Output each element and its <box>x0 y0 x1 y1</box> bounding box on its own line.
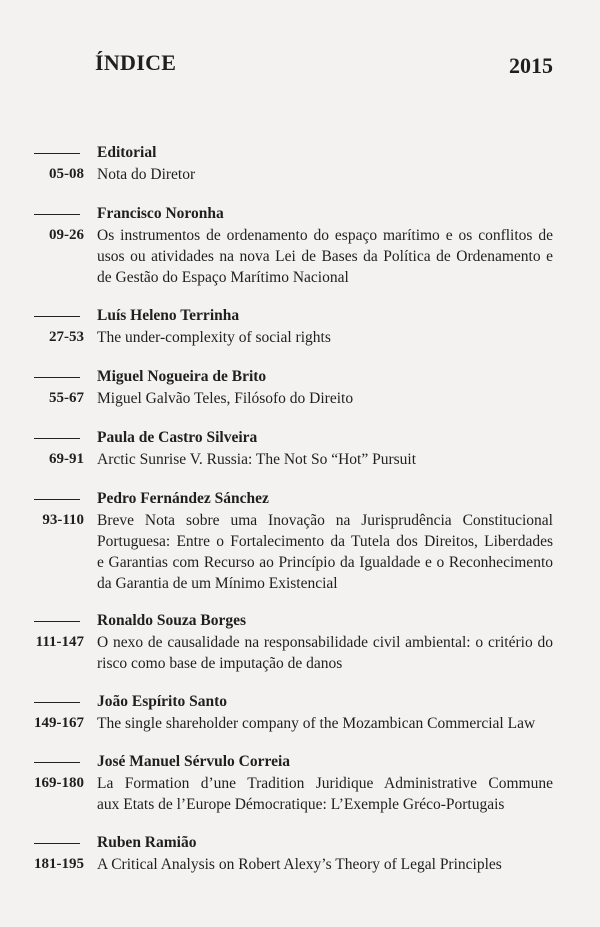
entry-pages: 169-180 <box>34 775 84 791</box>
entry-rule <box>34 621 80 622</box>
entry-title-line: Miguel Galvão Teles, Filósofo do Direito <box>97 390 354 407</box>
toc-entry <box>0 610 600 691</box>
entry-title-line: The single shareholder company of the Mozambican Commercial Law <box>97 715 536 732</box>
entry-title-line: usos ou atividades na nova Lei de Bases da Política de Ordenamento e <box>97 248 553 265</box>
entry-rule <box>34 702 80 703</box>
entry-rule <box>34 153 80 154</box>
entry-rule <box>34 214 80 215</box>
page-title: ÍNDICE <box>95 50 177 75</box>
entry-title-line: The under-complexity of social rights <box>97 329 331 346</box>
entry-pages: 05-08 <box>49 166 84 182</box>
entry-pages: 69-91 <box>49 451 84 467</box>
entry-author: Paula de Castro Silveira <box>97 429 258 446</box>
entry-author: Ronaldo Souza Borges <box>97 612 246 629</box>
entry-title-line: Breve Nota sobre uma Inovação na Jurisprudência Constitucional <box>97 512 553 529</box>
entry-title-line: Arctic Sunrise V. Russia: The Not So “Hot” Pursuit <box>97 451 417 468</box>
page-year: 2015 <box>509 53 553 78</box>
entry-title-line: risco como base de imputação de danos <box>97 655 343 672</box>
entry-title-line: da Garantia de um Mínimo Existencial <box>97 575 338 592</box>
entry-title-line: de Gestão do Espaço Marítimo Nacional <box>97 269 349 286</box>
entry-pages: 09-26 <box>49 227 84 243</box>
toc-entry <box>0 751 600 832</box>
entry-pages: 149-167 <box>34 715 84 731</box>
entry-author: Pedro Fernández Sánchez <box>97 490 269 507</box>
entry-title-line: Portuguesa: Entre o Fortalecimento da Tutela dos Direitos, Liberdades <box>97 533 553 550</box>
toc-entry <box>0 488 600 610</box>
entry-author: Editorial <box>97 144 157 161</box>
entry-rule <box>34 438 80 439</box>
entry-rule <box>34 843 80 844</box>
toc-entry <box>0 691 600 751</box>
entry-rule <box>34 316 80 317</box>
toc-entry <box>0 305 600 366</box>
entry-author: Miguel Nogueira de Brito <box>97 368 267 385</box>
table-of-contents <box>0 142 600 880</box>
entry-rule <box>34 377 80 378</box>
entry-author: Ruben Ramião <box>97 834 197 851</box>
toc-entry <box>0 427 600 488</box>
toc-entry <box>0 142 600 203</box>
entry-author: João Espírito Santo <box>97 693 228 710</box>
toc-entry <box>0 203 600 305</box>
entry-title-line: aux Etats de l’Europe Démocratique: L’Exemple Gréco-Portugais <box>97 796 505 813</box>
page-header <box>95 50 553 86</box>
entry-author: José Manuel Sérvulo Correia <box>97 753 291 770</box>
entry-title-line: Os instrumentos de ordenamento do espaço marítimo e os conflitos de <box>97 227 553 244</box>
toc-entry <box>0 366 600 427</box>
entry-author: Francisco Noronha <box>97 205 224 222</box>
toc-entry <box>0 832 600 880</box>
entry-pages: 27-53 <box>49 329 84 345</box>
entry-title-line: e Garantias com Recurso ao Princípio da Igualdade e o Reconhecimento <box>97 554 553 571</box>
entry-pages: 181-195 <box>34 856 84 872</box>
entry-rule <box>34 499 80 500</box>
entry-title-line: Nota do Diretor <box>97 166 196 183</box>
entry-pages: 55-67 <box>49 390 84 406</box>
entry-title-line: A Critical Analysis on Robert Alexy’s Theory of Legal Principles <box>97 856 502 873</box>
entry-pages: 111-147 <box>35 634 84 650</box>
entry-title-line: O nexo de causalidade na responsabilidade civil ambiental: o critério do <box>97 634 553 651</box>
entry-pages: 93-110 <box>42 512 84 528</box>
entry-title-line: La Formation d’une Tradition Juridique Administrative Commune <box>97 775 553 792</box>
entry-author: Luís Heleno Terrinha <box>97 307 240 324</box>
entry-rule <box>34 762 80 763</box>
